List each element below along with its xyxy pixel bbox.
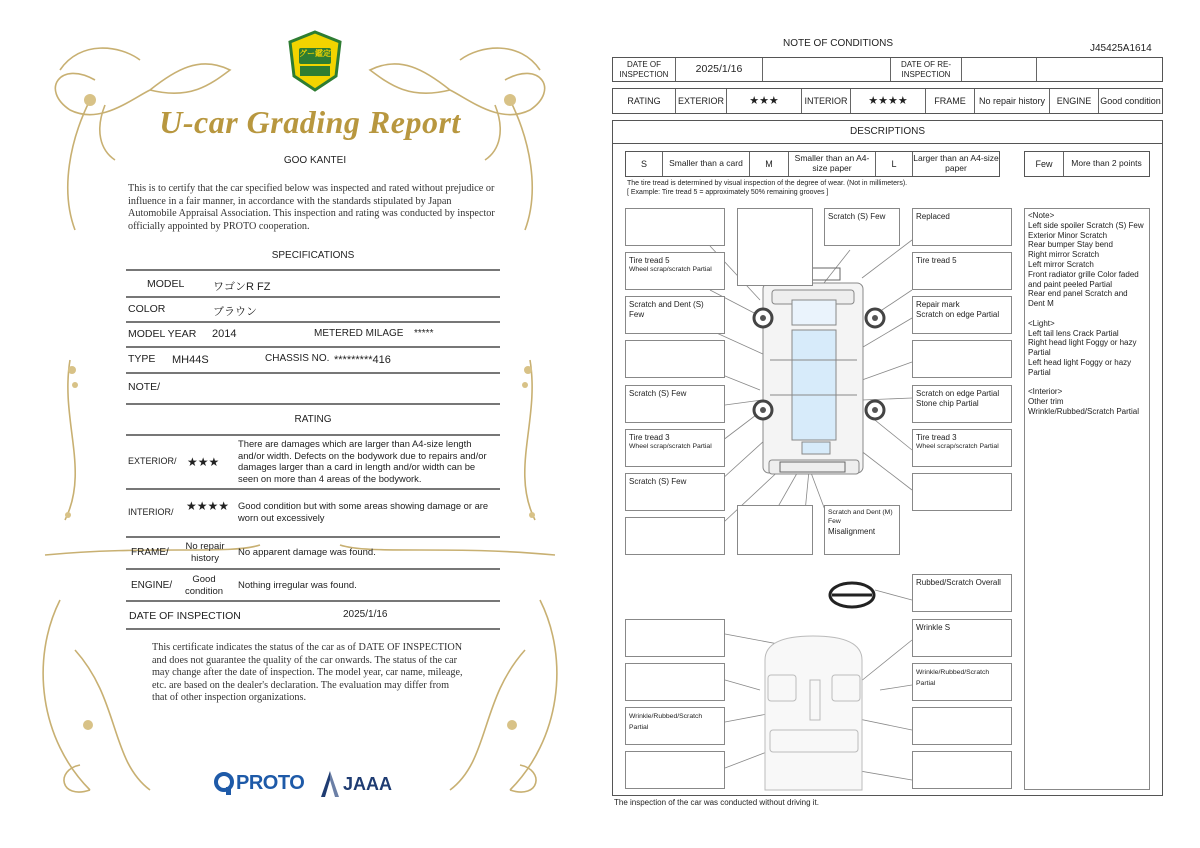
interior-box-left-4: [625, 751, 725, 789]
goo-kantei-badge-icon: [286, 30, 344, 92]
conditions-footer: The inspection of the car was conducted without driving it.: [614, 798, 819, 807]
damage-note: Tire tread 3: [916, 433, 957, 442]
note-line: <Note>: [1028, 211, 1055, 220]
note-line: <Light>: [1028, 318, 1055, 328]
descriptions-heading: DESCRIPTIONS: [849, 126, 925, 138]
damage-box-bottom-left: [625, 517, 725, 555]
damage-note: Scratch (S) Few: [629, 389, 687, 398]
divider: [126, 372, 500, 374]
exterior-label: EXTERIOR/: [128, 456, 177, 466]
legend-l-desc: Larger than an A4-size paper: [913, 153, 999, 173]
interior-box-left-2: [625, 663, 725, 701]
exterior-stars: ★★★: [749, 94, 779, 107]
note-line: Front radiator grille Color faded and paint peeled Partial: [1028, 269, 1139, 289]
divider: [126, 321, 500, 323]
jaaa-logo-icon: [319, 770, 341, 798]
divider: [126, 568, 500, 570]
engine-value: Good condition: [184, 574, 224, 597]
frame-description: No apparent damage was found.: [238, 547, 376, 558]
damage-box-right-7: [912, 473, 1012, 511]
damage-note: Wrinkle/Rubbed/Scratch Partial: [629, 713, 703, 731]
conditions-title: NOTE OF CONDITIONS: [783, 38, 893, 49]
damage-box-left-6: [625, 429, 725, 467]
color-value: ブラウン: [213, 306, 257, 318]
note-line: Right head light Foggy or hazy Partial: [1028, 338, 1137, 358]
damage-note: Wrinkle S: [916, 623, 951, 632]
damage-box-top-left: [625, 208, 725, 246]
divider: [126, 628, 500, 630]
damage-box-left-3: [625, 296, 725, 334]
damage-note: Scratch and Dent (M) Few: [828, 509, 893, 525]
interior-box-steering: [912, 574, 1012, 612]
damage-box-right-3: [912, 296, 1012, 334]
engine-description: Nothing irregular was found.: [238, 580, 357, 591]
notes-panel: [1024, 208, 1150, 790]
model-year-label: MODEL YEAR: [128, 328, 197, 340]
date-of-inspection-value: 2025/1/16: [343, 609, 388, 620]
note-label: NOTE/: [128, 381, 161, 393]
tire-note-line-2: [ Example: Tire tread 5 = approximately 50% remaining grooves ]: [627, 189, 829, 196]
model-year-value: 2014: [212, 328, 237, 340]
interior-label: INTERIOR/: [128, 507, 174, 517]
damage-note: Tire tread 5: [916, 256, 957, 265]
frame-value: No repair history: [978, 95, 1046, 106]
legend-l: L: [891, 158, 897, 169]
date-inspection-value: 2025/1/16: [695, 63, 743, 76]
note-line: Left side spoiler Scratch (S) Few: [1028, 220, 1144, 230]
damage-note: Rubbed/Scratch Overall: [916, 578, 1001, 587]
damage-note: Scratch (S) Few: [828, 212, 886, 221]
damage-box-left-4: [625, 340, 725, 378]
specs-heading: SPECIFICATIONS: [271, 250, 355, 261]
divider: [126, 536, 500, 538]
note-of-conditions-sheet: [600, 0, 1200, 848]
frame-value: No repair history: [185, 541, 225, 564]
legend-m: M: [765, 158, 773, 169]
proto-logo-text: PROTO: [236, 772, 305, 794]
chassis-label: CHASSIS NO.: [265, 353, 330, 364]
note-line: Left mirror Scratch: [1028, 259, 1094, 269]
damage-note: Wheel scrap/scratch Partial: [629, 266, 712, 274]
damage-box-top-center: [737, 208, 813, 286]
intro-text: This is to certify that the car specified below was inspected and rated without prejudice or influence in a fair manner, in accordance with the standards stipulated by Japan Automobile Appraisal Association. This inspection and rating was conducted by inspector officially appointed by PROTO cooperation.: [128, 183, 495, 232]
badge-text: グー鑑定: [299, 49, 331, 58]
interior-box-right-2: [912, 663, 1012, 701]
divider: [126, 600, 500, 602]
legend-s-desc: Smaller than a card: [669, 158, 743, 169]
interior-description: Good condition but with some areas showing damage or are worn out excessively: [238, 500, 489, 523]
jaaa-logo-text: JAAA: [343, 774, 393, 794]
damage-box-left-2: [625, 252, 725, 290]
divider: [126, 488, 500, 490]
note-line: Wrinkle/Rubbed/Scratch Partial: [1028, 406, 1140, 416]
model-label: MODEL: [147, 278, 185, 290]
damage-box-bottom-center: [737, 505, 813, 555]
engine-label: ENGINE/: [131, 580, 173, 591]
chassis-value: *********416: [334, 354, 391, 366]
divider: [126, 434, 500, 436]
note-line: Other trim: [1028, 397, 1064, 407]
interior-box-left-1: [625, 619, 725, 657]
damage-box-right-5: [912, 385, 1012, 423]
interior-box-right-1: [912, 619, 1012, 657]
interior-stars: ★★★★: [186, 499, 230, 513]
damage-box-left-7: [625, 473, 725, 511]
damage-note: Scratch on edge Partial: [916, 310, 1000, 320]
damage-box-left-5: [625, 385, 725, 423]
frame-label: FRAME/: [131, 547, 169, 558]
damage-box-bottom-center-right: [824, 505, 900, 555]
damage-note: Repair mark: [916, 300, 960, 309]
damage-note: Misalignment: [828, 526, 876, 536]
legend-s: S: [640, 158, 647, 169]
date-reinspection-label: DATE OF RE-INSPECTION: [900, 60, 952, 79]
mileage-label: METERED MILAGE: [314, 328, 404, 339]
frame-label: FRAME: [934, 95, 966, 106]
exterior-label: EXTERIOR: [677, 95, 724, 106]
note-line: <Interior>: [1028, 387, 1063, 397]
damage-note: Tire tread 3: [629, 433, 670, 442]
exterior-description: There are damages which are larger than A4-size length and/or width. Defects on the bodywork due to repairs and/or damages larger than a card in length and/or width can be seen on more than 4 areas of the bodywork.: [238, 438, 487, 484]
damage-note: Tire tread 5: [629, 256, 670, 265]
damage-note: Scratch (S) Few: [629, 477, 687, 486]
damage-box-right-2: [912, 252, 1012, 290]
legend-few: Few: [1035, 158, 1053, 169]
proto-logo-icon: [212, 770, 236, 796]
note-line: Left tail lens Crack Partial: [1028, 328, 1119, 338]
mileage-value: *****: [414, 328, 434, 339]
interior-label: INTERIOR: [804, 95, 848, 106]
divider: [126, 296, 500, 298]
damage-note: Wheel scrap/scratch Partial: [916, 443, 999, 451]
note-line: Left head light Foggy or hazy Partial: [1028, 357, 1132, 377]
legend-m-desc: Smaller than an A4-size paper: [794, 153, 870, 173]
note-line: Rear end panel Scratch and Dent M: [1028, 289, 1128, 309]
damage-note: Scratch and Dent (S) Few: [629, 300, 704, 320]
date-of-inspection-label: DATE OF INSPECTION: [129, 610, 241, 622]
rating-heading: RATING: [294, 414, 332, 425]
divider: [126, 403, 500, 405]
model-value: ワゴンR FZ: [213, 281, 271, 293]
date-inspection-label: DATE OF INSPECTION: [619, 60, 669, 79]
note-line: Exterior Minor Scratch: [1028, 230, 1108, 240]
engine-label: ENGINE: [1056, 95, 1092, 106]
interior-box-right-3: [912, 707, 1012, 745]
report-subtitle: GOO KANTEI: [283, 155, 347, 166]
damage-note: Stone chip Partial: [916, 399, 979, 409]
interior-stars: ★★★★: [868, 94, 908, 107]
exterior-stars: ★★★: [187, 455, 220, 469]
type-label: TYPE: [128, 353, 156, 365]
document-id: J45425A1614: [1090, 43, 1152, 54]
damage-box-right-6: [912, 429, 1012, 467]
tire-note-line-1: The tire tread is determined by visual inspection of the degree of wear. (Not in millimeters).: [627, 180, 908, 187]
damage-box-top-right: [912, 208, 1012, 246]
divider: [126, 269, 500, 271]
note-line: Rear bumper Stay bend: [1028, 240, 1113, 250]
engine-value: Good condition: [1100, 95, 1161, 106]
color-label: COLOR: [128, 303, 166, 315]
note-line: [1028, 378, 1146, 388]
certificate-footer-text: This certificate indicates the status of the car as of DATE OF INSPECTION and does not guarantee the quality of the car onwards. The status of the car may change after the date of inspection. The model year, car name, mileage, etc. are based on the dealer's declaration. The evaluation may differ from that of other inspection organizations.: [152, 642, 463, 704]
damage-note: Wheel scrap/scratch Partial: [629, 443, 712, 451]
damage-box-top-center-right: [824, 208, 900, 246]
note-line: [1028, 309, 1146, 319]
interior-box-right-4: [912, 751, 1012, 789]
damage-note: Wrinkle/Rubbed/Scratch Partial: [916, 669, 990, 687]
damage-box-right-4: [912, 340, 1012, 378]
rating-label: RATING: [627, 95, 661, 106]
report-title: U-car Grading Report: [159, 104, 461, 140]
interior-box-left-3: [625, 707, 725, 745]
note-line: Right mirror Scratch: [1028, 250, 1100, 260]
damage-note: Replaced: [916, 212, 950, 221]
type-value: MH44S: [172, 354, 209, 366]
damage-note: Scratch on edge Partial: [916, 389, 1000, 398]
legend-few-desc: More than 2 points: [1071, 158, 1142, 169]
divider: [126, 346, 500, 348]
